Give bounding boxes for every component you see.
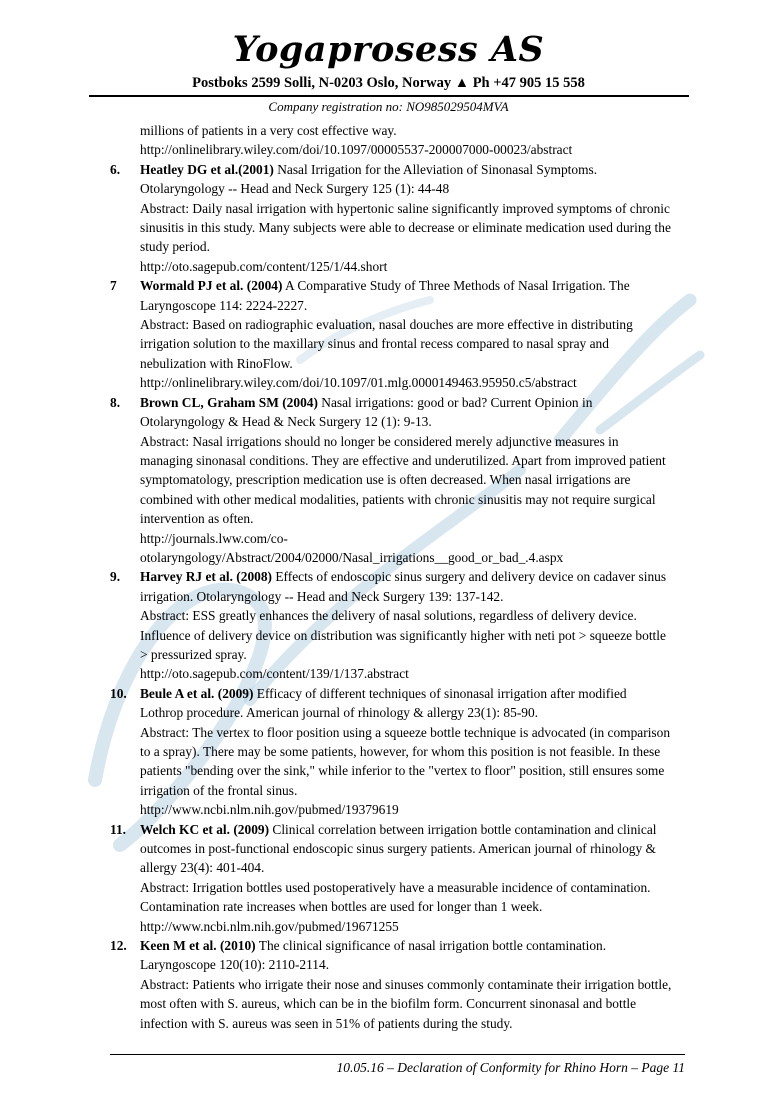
reference-citation	[140, 160, 672, 199]
reference-title: A Comparative Study of Three Methods of Nasal Irrigation. The Laryngoscope 114: 2224-2227.	[140, 278, 630, 313]
reference-item	[110, 160, 672, 276]
reference-authors: Welch KC et al. (2009)	[140, 821, 270, 837]
company-address: Postboks 2599 Solli, N-0203 Oslo, Norway ▲ Ph +47 905 15 558	[192, 75, 585, 91]
footer-divider	[110, 1054, 685, 1055]
reference-authors: Heatley DG et al.(2001)	[140, 161, 274, 177]
page-header	[0, 0, 777, 115]
continued-text: millions of patients in a very cost effective way.	[140, 123, 397, 138]
reference-number: 9.	[110, 569, 121, 585]
reference-abstract: Abstract: Nasal irrigations should no longer be considered merely adjunctive measures in managing sinonasal conditions. They are effective and underutilized. Apart from improved patient symptomatology, prescription medication use is often decreased. When nasal irrigations are combined with other medical modalities, patients with chronic sinusitis may not require surgical intervention as often.	[140, 433, 666, 527]
reference-list	[110, 121, 672, 1033]
reference-item	[110, 393, 672, 568]
reference-abstract: Abstract: The vertex to floor position using a squeeze bottle technique is advocated (in comparison to a spray). There may be some patients, however, for whom this position is not feasible. In these patients "bending over the sink," while inferior to the "vertex to floor" position, still ensures some irrigation of the frontal sinus.	[140, 724, 671, 798]
reference-authors: Wormald PJ et al. (2004)	[140, 278, 283, 294]
reference-url: http://oto.sagepub.com/content/125/1/44.short	[140, 258, 388, 274]
reference-citation	[140, 820, 672, 878]
reference-number: 12.	[110, 938, 127, 954]
reference-title: The clinical significance of nasal irrigation bottle contamination. Laryngoscope 120(10): 2110-2114.	[140, 938, 607, 973]
reference-url: http://journals.lww.com/co-otolaryngology/Abstract/2004/02000/Nasal_irrigations__good_or_bad_.4.aspx	[140, 530, 564, 565]
reference-number: 6.	[110, 161, 121, 177]
company-name: Yogaprosess AS	[232, 29, 545, 70]
reference-number: 7	[110, 278, 117, 294]
reference-citation	[140, 276, 672, 315]
header-divider	[89, 95, 689, 97]
reference-title: Nasal Irrigation for the Alleviation of Sinonasal Symptoms. Otolaryngology -- Head and Neck Surgery 125 (1): 44-48	[140, 161, 598, 197]
reference-abstract: Abstract: Patients who irrigate their nose and sinuses commonly contaminate their irrigation bottle, most often with S. aureus, which can be in the biofilm form. Concurrent sinonasal and bottle infection with S. aureus was seen in 51% of patients during the study.	[140, 976, 672, 1031]
reference-item	[110, 276, 672, 392]
page-footer	[110, 1054, 685, 1077]
reference-citation	[140, 393, 672, 432]
reference-authors: Harvey RJ et al. (2008)	[140, 569, 273, 585]
reference-authors: Keen M et al. (2010)	[140, 938, 256, 954]
reference-citation	[140, 684, 672, 723]
reference-item	[110, 936, 672, 1033]
footer-text: 10.05.16 – Declaration of Conformity for Rhino Horn – Page 11	[336, 1059, 685, 1075]
reference-item	[110, 567, 672, 683]
continued-paragraph	[140, 121, 672, 160]
reference-url: http://onlinelibrary.wiley.com/doi/10.1097/01.mlg.0000149463.95950.c5/abstract	[140, 375, 577, 391]
reference-citation	[140, 567, 672, 606]
reference-abstract: Abstract: Irrigation bottles used postoperatively have a measurable incidence of contamination. Contamination rate increases when bottles are used for longer than 1 week.	[140, 879, 651, 915]
reference-item	[110, 820, 672, 936]
reference-authors: Beule A et al. (2009)	[140, 685, 254, 701]
reference-citation	[140, 936, 672, 975]
reference-number: 10.	[110, 685, 127, 701]
reference-item	[110, 684, 672, 820]
reference-title: Efficacy of different techniques of sinonasal irrigation after modified Lothrop procedure. American journal of rhinology & allergy 23(1): 85-90.	[140, 685, 627, 721]
reference-abstract: Abstract: ESS greatly enhances the delivery of nasal solutions, regardless of delivery device. Influence of delivery device on distribution was significantly higher with neti pot > squeeze bottle > pressurized spray.	[140, 608, 666, 662]
reference-title: Nasal irrigations: good or bad? Current Opinion in Otolaryngology & Head & Neck Surgery 12 (1): 9-13.	[140, 394, 593, 430]
reference-url: http://www.ncbi.nlm.nih.gov/pubmed/19379619	[140, 802, 399, 818]
reference-url: http://oto.sagepub.com/content/139/1/137.abstract	[140, 666, 409, 682]
reference-url: http://onlinelibrary.wiley.com/doi/10.1097/00005537-200007000-00023/abstract	[140, 142, 573, 158]
reference-number: 11.	[110, 821, 126, 837]
reference-abstract: Abstract: Based on radiographic evaluation, nasal douches are more effective in distributing irrigation solution to the maxillary sinus and frontal recess compared to nasal spray and nebulization with RinoFlow.	[140, 317, 633, 371]
reference-authors: Brown CL, Graham SM (2004)	[140, 394, 318, 410]
reference-abstract: Abstract: Daily nasal irrigation with hypertonic saline significantly improved symptoms of chronic sinusitis in this study. Many subjects were able to decrease or eliminate medication used during the study period.	[140, 200, 671, 255]
reference-title: Clinical correlation between irrigation bottle contamination and clinical outcomes in post-functional endoscopic sinus surgery patients. American journal of rhinology & allergy 23(4): 401-404.	[140, 821, 657, 876]
reference-title: Effects of endoscopic sinus surgery and delivery device on cadaver sinus irrigation. Otolaryngology -- Head and Neck Surgery 139: 137-142.	[140, 569, 667, 604]
reference-number: 8.	[110, 394, 121, 410]
company-registration: Company registration no: NO985029504MVA	[268, 99, 509, 114]
reference-url: http://www.ncbi.nlm.nih.gov/pubmed/19671255	[140, 918, 399, 934]
